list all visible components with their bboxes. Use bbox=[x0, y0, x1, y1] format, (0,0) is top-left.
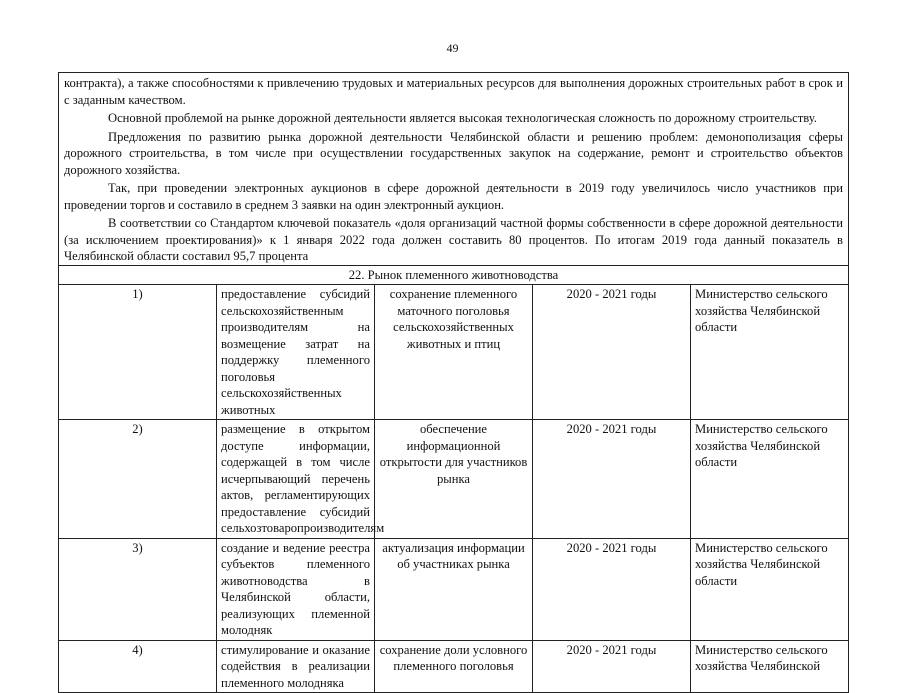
measures-table bbox=[58, 265, 849, 693]
section-title: 22. Рынок племенного животноводства bbox=[59, 265, 849, 285]
section-row bbox=[59, 265, 849, 285]
row-goal: сохранение доли условного племенного поголовья bbox=[375, 640, 533, 693]
row-period: 2020 - 2021 годы bbox=[533, 420, 691, 539]
paragraph-4: Так, при проведении электронных аукционов в сфере дорожной деятельности в 2019 году увеличилось число участников при проведении торгов и составило в среднем 3 заявки на один электронный аукцион. bbox=[64, 180, 843, 213]
row-goal: актуализация информации об участниках рынка bbox=[375, 538, 533, 640]
row-period: 2020 - 2021 годы bbox=[533, 285, 691, 420]
row-goal: обеспечение информационной открытости для участников рынка bbox=[375, 420, 533, 539]
paragraph-3: Предложения по развитию рынка дорожной деятельности Челябинской области и решению проблем: демонополизация сферы дорожного строительства, в том числе при осуществлении государственных закупок на содержание, ремонт и строительство объектов дорожного хозяйства. bbox=[64, 129, 843, 179]
row-number: 4) bbox=[59, 640, 217, 693]
row-period: 2020 - 2021 годы bbox=[533, 538, 691, 640]
row-action: предоставление субсидий сельскохозяйственным производителям на возмещение затрат на поддержку племенного поголовья сельскохозяйственных животных bbox=[217, 285, 375, 420]
row-action: создание и ведение реестра субъектов племенного животноводства в Челябинской области, реализующих племенной молодняк bbox=[217, 538, 375, 640]
table-row bbox=[59, 640, 849, 693]
table-row bbox=[59, 538, 849, 640]
row-number: 3) bbox=[59, 538, 217, 640]
row-action: размещение в открытом доступе информации, содержащей в том числе исчерпывающий перечень актов, регламентирующих предоставление субсидий сельхозтоваропроизводителям bbox=[217, 420, 375, 539]
text-block bbox=[58, 72, 849, 265]
row-executor: Министерство сельского хозяйства Челябинской области bbox=[691, 538, 849, 640]
paragraph-2: Основной проблемой на рынке дорожной деятельности является высокая технологическая сложность по дорожному строительству. bbox=[64, 110, 843, 127]
row-period: 2020 - 2021 годы bbox=[533, 640, 691, 693]
row-action: стимулирование и оказание содействия в реализации племенного молодняка bbox=[217, 640, 375, 693]
paragraph-1: контракта), а также способностями к привлечению трудовых и материальных ресурсов для выполнения дорожных строительных работ в срок и с заданным качеством. bbox=[64, 75, 843, 108]
table-row bbox=[59, 285, 849, 420]
page-number: 49 bbox=[0, 40, 905, 57]
paragraph-5: В соответствии со Стандартом ключевой показатель «доля организаций частной формы собственности в сфере дорожной деятельности (за исключением проектирования)» к 1 января 2022 года должен составить 80 процентов. По итогам 2019 года данный показатель в Челябинской области составил 95,7 процента bbox=[64, 215, 843, 265]
row-executor: Министерство сельского хозяйства Челябинской bbox=[691, 640, 849, 693]
table-row bbox=[59, 420, 849, 539]
row-executor: Министерство сельского хозяйства Челябинской области bbox=[691, 285, 849, 420]
row-goal: сохранение племенного маточного поголовья сельскохозяйственных животных и птиц bbox=[375, 285, 533, 420]
document-frame bbox=[58, 72, 849, 693]
row-number: 1) bbox=[59, 285, 217, 420]
row-number: 2) bbox=[59, 420, 217, 539]
row-executor: Министерство сельского хозяйства Челябинской области bbox=[691, 420, 849, 539]
